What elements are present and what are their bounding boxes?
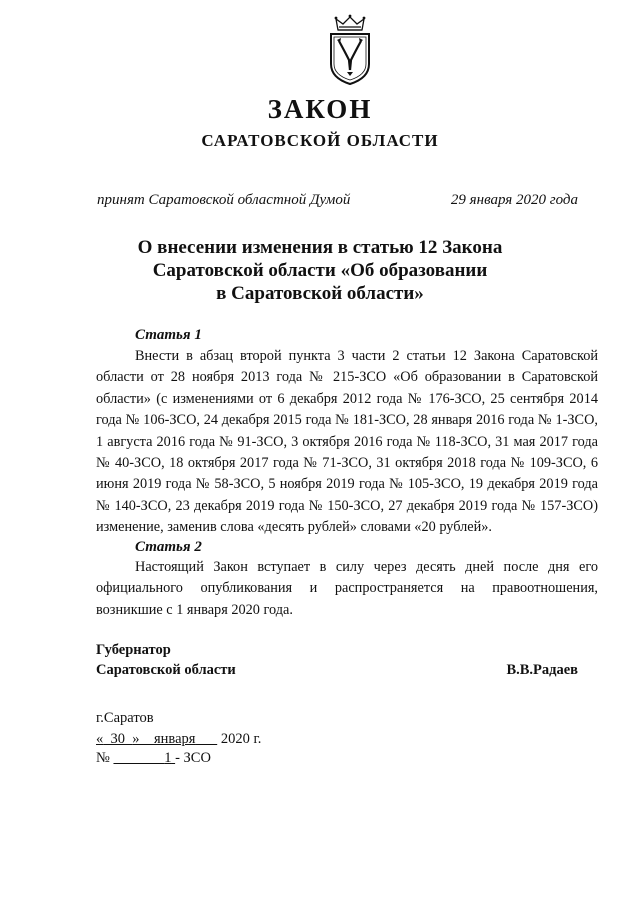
article-1-text: Внести в абзац второй пункта 3 части 2 статьи 12 Закона Саратовской области от 28 ноября 2013 года № 215-ЗСО «Об образовании в Саратовской области» (с изменениями от 6 декабря 2012 года № 176-ЗСО, 25 сентября 2014 года № 106-ЗСО, 24 декабря 2015 года № 181-ЗСО, 28 января 2016 года № 1-ЗСО, 1 августа 2016 года № 91-ЗСО, 3 октября 2016 года № 118-ЗСО, 31 мая 2017 года № 40-ЗСО, 18 октября 2017 года № 71-ЗСО, 31 октября 2018 года № 109-ЗСО, 6 июня 2019 года № 58-ЗСО, 5 ноября 2019 года № 105-ЗСО, 19 декабря 2019 года № 140-ЗСО, 23 декабря 2019 года № 150-ЗСО, 27 декабря 2019 года № 157-ЗСО) изменение, заменив слова «десять рублей» словами «20 рублей». [96,348,598,536]
date-close-quote: » [132,731,140,747]
article-2-text: Настоящий Закон вступает в силу через десять дней после дня его официального опубликования и распространяется на правоотношения, возникшие с 1 января 2020 года. [96,559,598,618]
number-suffix: - ЗСО [175,750,211,766]
city: г.Саратов [96,710,154,726]
law-title: ЗАКОН [267,94,373,124]
date-month: января [154,731,196,747]
adopted-by-line: принят Саратовской областной Думой [97,192,351,208]
signatory-position-line2: Саратовской области [96,662,236,678]
signatory-position-line1: Губернатор [96,642,171,658]
law-heading-line: О внесении изменения в статью 12 Закона [137,237,503,258]
number-value: 1 [164,750,172,766]
article-2-title: Статья 2 [135,539,202,555]
adoption-date: 29 января 2020 года [450,192,578,208]
date-year: 2020 г. [220,731,262,747]
signing-date [96,731,261,748]
law-heading [0,236,640,305]
law-heading-line: Саратовской области «Об образовании [152,260,488,281]
saratov-coat-of-arms-emblem [325,14,375,86]
signatory-name: В.В.Радаев [506,662,578,678]
number-label: № [96,750,110,766]
date-day: 30 [110,731,125,747]
law-number [96,750,211,767]
date-open-quote: « [96,731,104,747]
region-subtitle: САРАТОВСКОЙ ОБЛАСТИ [201,131,439,150]
article-1-title: Статья 1 [135,327,202,343]
law-heading-line: в Саратовской области» [216,283,424,304]
